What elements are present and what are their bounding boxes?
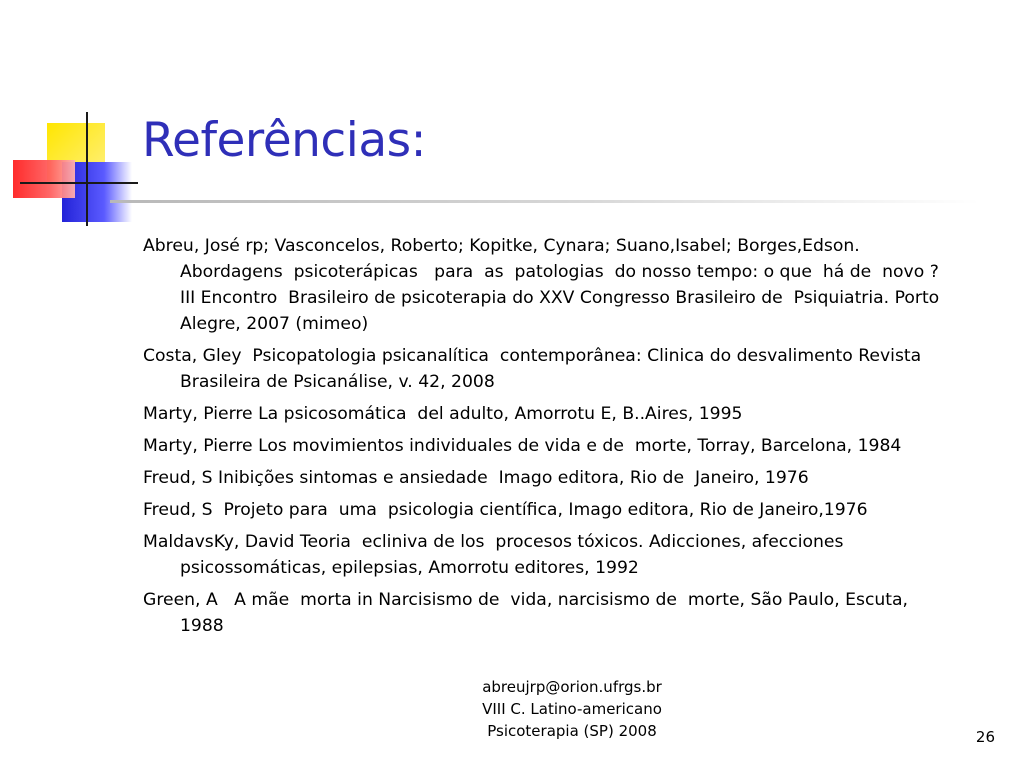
logo-red-bar xyxy=(13,160,75,198)
footer-email: abreujrp@orion.ufrgs.br xyxy=(482,678,662,696)
page-number: 26 xyxy=(975,728,995,746)
reference-item: Freud, S Inibições sintomas e ansiedade Imago editora, Rio de Janeiro, 1976 xyxy=(143,468,809,488)
reference-item: Abreu, José rp; Vasconcelos, Roberto; Kopitke, Cynara; Suano,Isabel; Borges,Edson. Abordagens psicoterápicas para as patologias do nosso tempo: o que há de novo ? III Encontro Brasileiro de psicoterapia do XXV Congresso Brasileiro de Psiquiatria. Porto Alegre, 2007 (mimeo) xyxy=(143,236,945,334)
reference-item: MaldavsKy, David Teoria ecliniva de los procesos tóxicos. Adicciones, afecciones psicossomáticas, epilepsias, Amorrotu editores, 1992 xyxy=(143,532,849,578)
logo-horizontal-line xyxy=(20,182,138,184)
slide-title: Referências: xyxy=(142,113,426,168)
title-underline-divider xyxy=(110,200,980,203)
reference-item: Green, A A mãe morta in Narcisismo de vida, narcisismo de morte, São Paulo, Escuta, 1988 xyxy=(143,590,914,636)
reference-item: Freud, S Projeto para uma psicologia científica, Imago editora, Rio de Janeiro,1976 xyxy=(143,500,868,520)
reference-item: Costa, Gley Psicopatologia psicanalítica contemporânea: Clinica do desvalimento Revista Brasileira de Psicanálise, v. 42, 2008 xyxy=(143,346,933,392)
logo-vertical-line xyxy=(86,112,88,226)
reference-item: Marty, Pierre Los movimientos individuales de vida e de morte, Torray, Barcelona, 1984 xyxy=(143,436,902,456)
footer-event-detail: Psicoterapia (SP) 2008 xyxy=(487,722,657,740)
references-list xyxy=(143,233,943,645)
footer-event: VIII C. Latino-americano xyxy=(482,700,662,718)
reference-item: Marty, Pierre La psicosomática del adulto, Amorrotu E, B..Aires, 1995 xyxy=(143,404,743,424)
slide-footer xyxy=(422,676,722,742)
